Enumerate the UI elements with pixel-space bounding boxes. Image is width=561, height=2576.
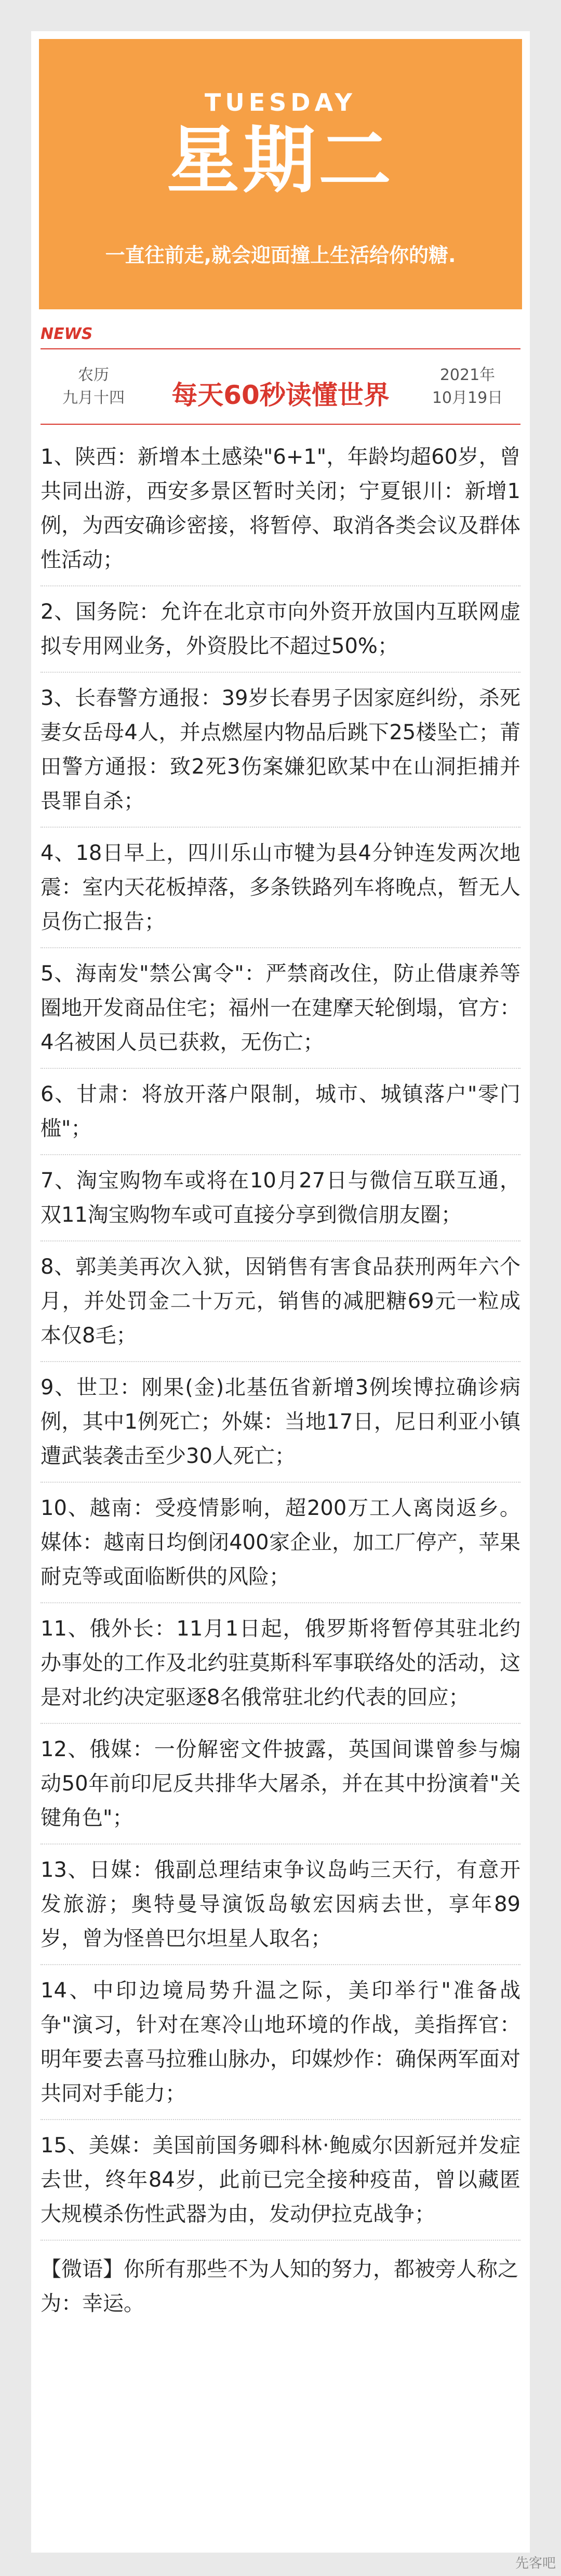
lunar-label: 农历 <box>78 366 109 384</box>
news-item: 8、郭美美再次入狱，因销售有害食品获刑两年六个月，并处罚金二十万元，销售的减肥糖69元一粒成本仅8毛； <box>41 1241 520 1362</box>
news-item: 12、俄媒：一份解密文件披露，英国间谍曾参与煽动50年前印尼反共排华大屠杀，并在其中扮演着"关键角色"； <box>41 1724 520 1845</box>
news-item: 7、淘宝购物车或将在10月27日与微信互联互通，双11淘宝购物车或可直接分享到微信朋友圈； <box>41 1155 520 1241</box>
site-watermark: 先客吧 <box>515 2556 556 2571</box>
news-item: 5、海南发"禁公寓令"：严禁商改住，防止借康养等圈地开发商品住宅；福州一在建摩天轮倒塌，官方：4名被困人员已获救，无伤亡； <box>41 948 520 1069</box>
day-banner <box>39 39 522 309</box>
date-year: 2021年 <box>439 366 496 384</box>
news-item: 9、世卫：刚果(金)北基伍省新增3例埃博拉确诊病例，其中1例死亡；外媒：当地17日，尼日利亚小镇遭武装袭击至少30人死亡； <box>41 1362 520 1483</box>
news-label: NEWS <box>41 325 93 343</box>
news-item: 6、甘肃：将放开落户限制，城市、城镇落户"零门槛"； <box>41 1069 520 1155</box>
banner-slogan: 一直往前走,就会迎面撞上生活给你的糖. <box>105 244 456 267</box>
news-item: 10、越南：受疫情影响，超200万工人离岗返乡。媒体：越南日均倒闭400家企业，加工厂停产，苹果耐克等或面临断供的风险； <box>41 1483 520 1603</box>
english-day: TUESDAY <box>205 88 356 116</box>
news-card <box>31 31 530 2553</box>
news-item: 4、18日早上，四川乐山市犍为县4分钟连发两次地震：室内天花板掉落，多条铁路列车将晚点，暂无人员伤亡报告； <box>41 828 520 948</box>
masthead-top-rule <box>41 348 520 349</box>
daily-quote: 【微语】你所有那些不为人知的努力，都被旁人称之为：幸运。 <box>41 2257 518 2316</box>
date-day: 10月19日 <box>432 389 503 407</box>
news-item: 3、长春警方通报：39岁长春男子因家庭纠纷，杀死妻女岳母4人，并点燃屋内物品后跳下25楼坠亡；莆田警方通报：致2死3伤案嫌犯欧某中在山洞拒捕并畏罪自杀； <box>41 673 520 828</box>
news-list <box>41 431 520 2321</box>
chinese-day: 星期二 <box>166 119 394 203</box>
news-item: 14、中印边境局势升温之际，美印举行"准备战争"演习，针对在寒冷山地环境的作战，美指挥官：明年要去喜马拉雅山脉办，印媒炒作：确保两军面对共同对手能力； <box>41 1965 520 2120</box>
masthead-bottom-rule <box>41 424 520 425</box>
news-item: 1、陕西：新增本土感染"6+1"，年龄均超60岁，曾共同出游，西安多景区暂时关闭；宁夏银川：新增1例，为西安确诊密接，将暂停、取消各类会议及群体性活动； <box>41 431 520 586</box>
news-item: 15、美媒：美国前国务卿科林·鲍威尔因新冠并发症去世，终年84岁，此前已完全接种疫苗，曾以藏匿大规模杀伤性武器为由，发动伊拉克战争； <box>41 2120 520 2241</box>
gregorian-date <box>416 364 519 410</box>
headline-title: 每天60秒读懂世界 <box>171 380 390 410</box>
news-item: 2、国务院：允许在北京市向外资开放国内互联网虚拟专用网业务，外资股比不超过50%； <box>41 586 520 673</box>
news-item: 13、日媒：俄副总理结束争议岛屿三天行，有意开发旅游；奥特曼导演饭岛敏宏因病去世，享年89岁，曾为怪兽巴尔坦星人取名； <box>41 1845 520 1965</box>
lunar-day: 九月十四 <box>62 389 125 407</box>
lunar-date <box>42 364 145 410</box>
news-item: 11、俄外长：11月1日起，俄罗斯将暂停其驻北约办事处的工作及北约驻莫斯科军事联络处的活动，这是对北约决定驱逐8名俄常驻北约代表的回应； <box>41 1603 520 1724</box>
